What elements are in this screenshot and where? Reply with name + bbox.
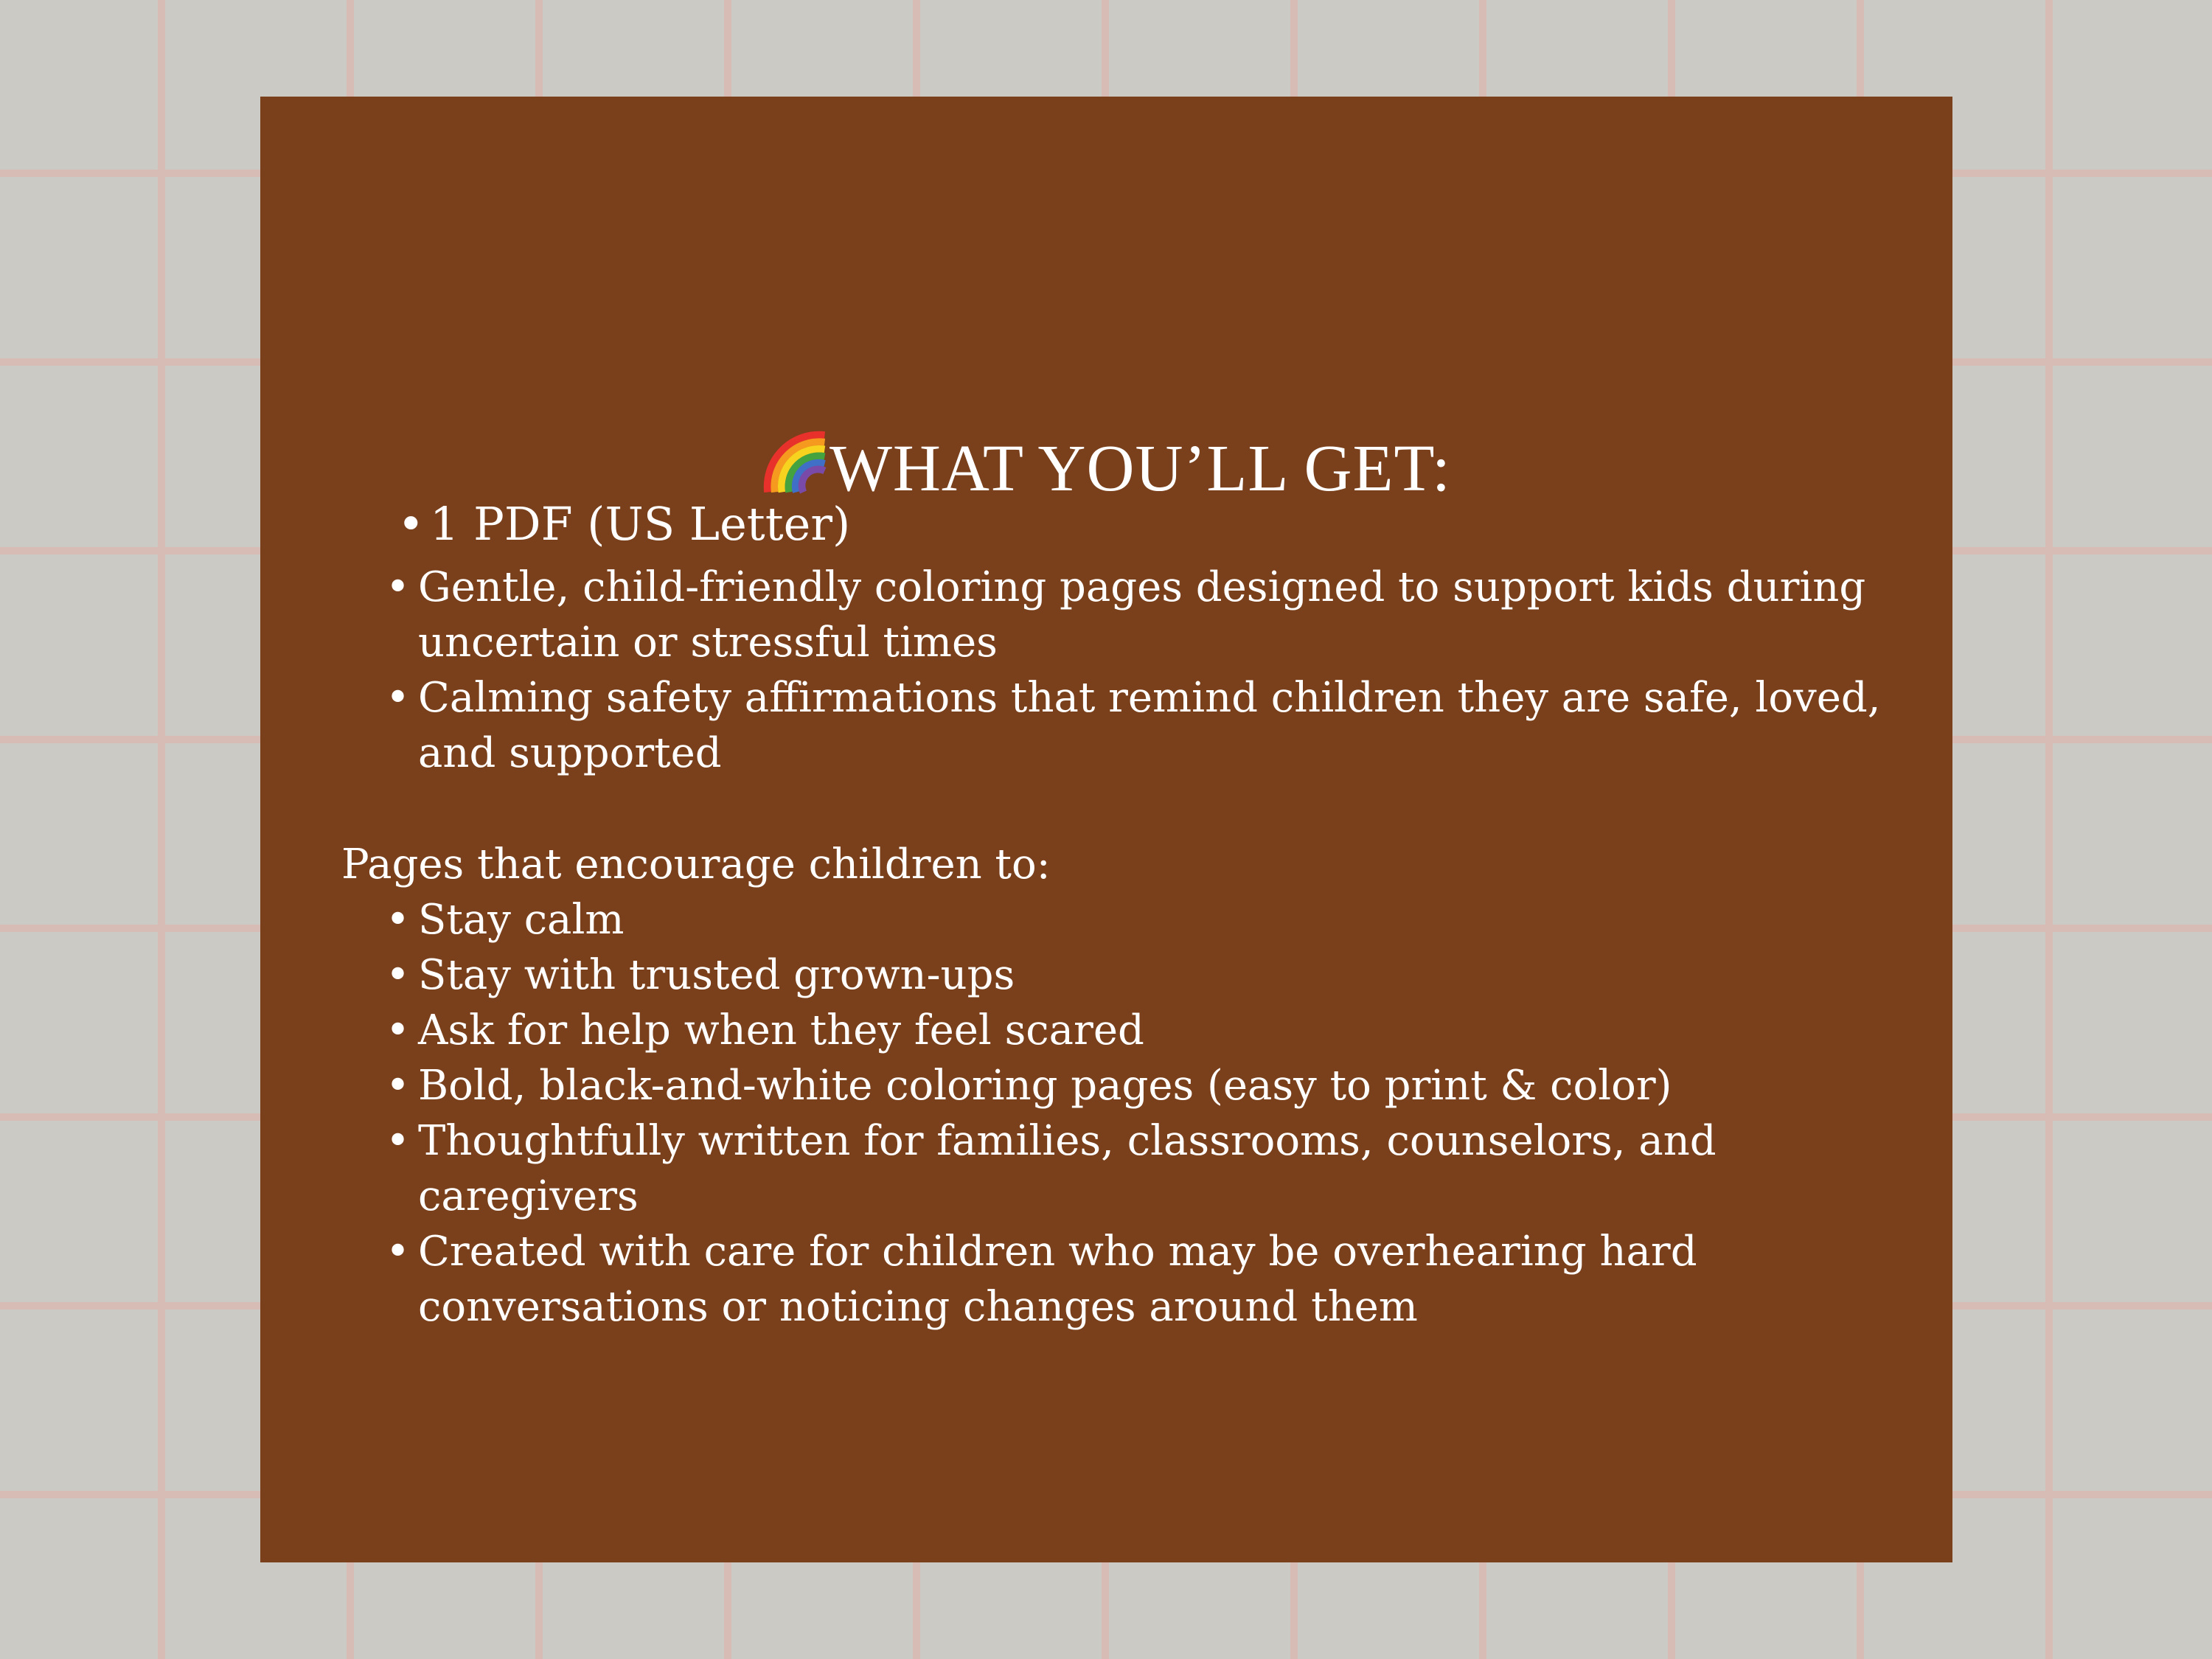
list-item: • Gentle, child-friendly coloring pages designed to support kids during uncertain or stressful times: [341, 560, 1890, 670]
list-item: • Stay with trusted grown-ups: [341, 947, 1890, 1003]
list-item: • Thoughtfully written for families, classrooms, counselors, and caregivers: [341, 1113, 1890, 1224]
pages-list: [341, 892, 1890, 1335]
feature-list: [341, 489, 1890, 781]
list-item: • Bold, black-and-white coloring pages (easy to print & color): [341, 1058, 1890, 1113]
card-title-text: WHAT YOU’LL GET:: [829, 432, 1451, 505]
spacer: [341, 781, 1890, 837]
list-item: • Created with care for children who may be overhearing hard conversations or noticing changes around them: [341, 1224, 1890, 1335]
pages-heading: Pages that encourage children to:: [341, 841, 1051, 888]
card-body: [341, 489, 1890, 1335]
list-item: • 1 PDF (US Letter): [341, 489, 1890, 560]
info-card: [260, 97, 1952, 1562]
list-item: • Ask for help when they feel scared: [341, 1003, 1890, 1058]
list-item: • Calming safety affirmations that remind children they are safe, loved, and supported: [341, 670, 1890, 781]
list-item: • Stay calm: [341, 892, 1890, 947]
rainbow-icon: [762, 430, 828, 495]
